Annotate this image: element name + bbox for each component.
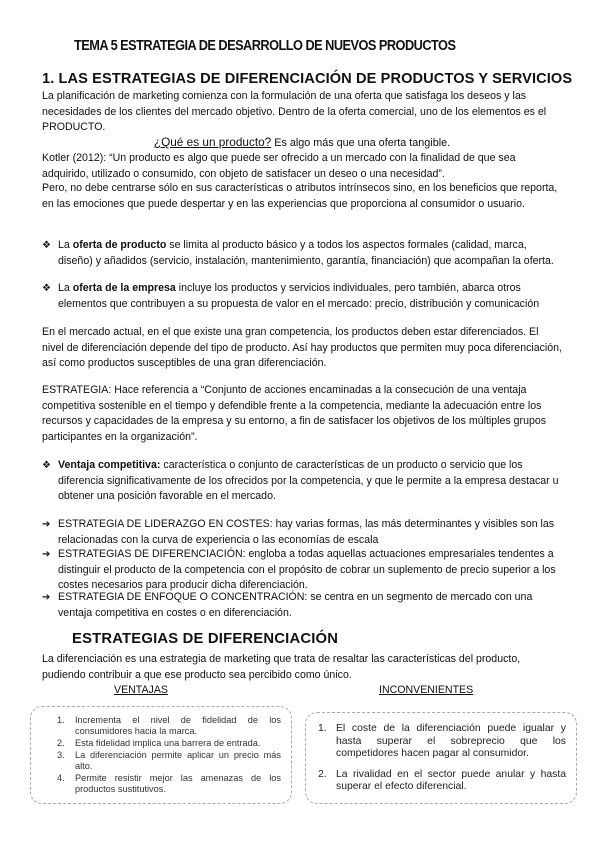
list-item <box>57 773 281 795</box>
bullet-text: se limita al producto básico y a todos los aspectos formales (calidad, marca, diseño) y añadidos (servicio, instalación, mantenimiento, garantía, financiación) que acompañan la oferta. <box>58 239 554 267</box>
list-item-text: Esta fidelidad implica una barrera de entrada. <box>75 738 261 748</box>
bullet-ventaja-competitiva <box>42 458 562 505</box>
arrow-item-liderazgo-costes <box>42 517 562 548</box>
bullet-term: Ventaja competitiva: <box>58 459 161 471</box>
arrow-item-text: ESTRATEGIA DE LIDERAZGO EN COSTES: hay varias formas, las más determinantes y visibles son las relacionadas con la curva de experiencia o las economías de escala <box>58 518 555 546</box>
list-item-number: 2. <box>57 738 65 748</box>
question-answer: Es algo más que una oferta tangible. <box>271 137 451 149</box>
kotler-quote: Kotler (2012): “Un producto es algo que puede ser ofrecido a un mercado con la finalidad de que sea adquirido, utilizado o consumido, con objeto de satisfacer un deseo o una necesidad”. <box>42 152 516 180</box>
list-item-number: 2. <box>318 768 327 780</box>
list-item-text: Permite resistir mejor las amenazas de los productos sustitutivos. <box>75 773 281 794</box>
list-item <box>57 750 281 772</box>
bullet-prefix: La <box>58 239 73 251</box>
diferenciacion-intro: La diferenciación es una estrategia de marketing que trata de resaltar las características del producto, pudiendo contribuir a que ese producto sea percibido como único. <box>42 653 521 681</box>
question-text: ¿Qué es un producto? <box>153 135 272 149</box>
list-item-text: La diferenciación permite aplicar un precio más alto. <box>75 750 281 771</box>
list-item-number: 4. <box>57 773 65 783</box>
market-paragraph: En el mercado actual, en el que existe una gran competencia, los productos deben estar diferenciados. El nivel de diferenciación depende del tipo de producto. Así hay productos que permiten muy poca diferenciación, así como productos susceptibles de una gran diferenciación. <box>42 326 563 369</box>
bullet-oferta-empresa <box>42 281 562 312</box>
arrow-item-text: ESTRATEGIAS DE DIFERENCIACIÓN: engloba a todas aquellas actuaciones empresariales tendentes a distinguir el producto de la competencia con el propósito de cobrar un suplemento de precio superior a los costes necesarios para producir dicha diferenciación. <box>58 548 556 591</box>
arrow-right-icon: ➔ <box>42 519 51 530</box>
bullet-text: incluye los productos y servicios individuales, pero también, abarca otros elementos que contribuyen a su propuesta de valor en el mercado: precio, distribución y comunicación <box>58 282 540 310</box>
list-item-number: 3. <box>57 750 65 760</box>
section-heading-estrategias-diferenciacion: ESTRATEGIAS DE DIFERENCIACIÓN <box>72 631 339 647</box>
intro-paragraph: La planificación de marketing comienza con la formulación de una oferta que satisfaga los deseos y las necesidades de los clientes del mercado objetivo. Dentro de la oferta comercial, uno de los elementos es el PRODUCTO. <box>42 90 547 133</box>
ventajas-heading: VENTAJAS <box>114 684 168 696</box>
section-heading-diferenciacion-productos: 1. LAS ESTRATEGIAS DE DIFERENCIACIÓN DE PRODUCTOS Y SERVICIOS <box>42 71 573 87</box>
inconvenientes-box <box>305 712 577 804</box>
list-item <box>318 769 566 794</box>
bullet-prefix: La <box>58 282 73 294</box>
question-line <box>42 135 562 151</box>
ventajas-box <box>30 706 292 804</box>
bullet-oferta-producto <box>42 238 562 269</box>
arrow-item-enfoque <box>42 590 562 621</box>
estrategia-definition: ESTRATEGIA: Hace referencia a “Conjunto de acciones encaminadas a la consecución de una ventaja competitiva sostenible en el tiempo y defendible frente a la competencia, mediante la adecuación entre los recursos y capacidades de la empresa y su entorno, a fin de satisfacer los objetivos de los múltiples grupos participantes en la organización”. <box>42 384 547 443</box>
list-item-text: El coste de la diferenciación puede igualar y hasta superar el sobreprecio que los competidores hacen pagar al consumidor. <box>336 723 566 759</box>
list-item <box>57 738 281 749</box>
arrow-right-icon: ➔ <box>42 549 51 560</box>
list-item <box>318 723 566 761</box>
page-title: TEMA 5 ESTRATEGIA DE DESARROLLO DE NUEVOS PRODUCTOS <box>74 38 456 54</box>
bullet-term: oferta de producto <box>72 239 167 251</box>
arrow-right-icon: ➔ <box>42 592 51 603</box>
bullet-text: característica o conjunto de características de un producto o servicio que los diferencia significativamente de los ofrecidos por la competencia, y que le permite a la empresa destacar u obtener una posición favorable en el mercado. <box>58 459 559 502</box>
diamond-bullet-icon: ❖ <box>42 460 51 471</box>
pero-paragraph: Pero, no debe centrarse sólo en sus características o atributos intrínsecos sino, en los beneficios que reporta, en las emociones que puede despertar y en las experiencias que proporciona al consumidor o usuario. <box>42 182 558 210</box>
list-item <box>57 715 281 737</box>
diamond-bullet-icon: ❖ <box>42 283 51 294</box>
arrow-item-text: ESTRATEGIA DE ENFOQUE O CONCENTRACIÓN: se centra en un segmento de mercado con una ventaja competitiva en costes o en diferenciación. <box>58 591 533 619</box>
inconvenientes-list <box>306 713 576 794</box>
ventajas-list <box>31 707 291 795</box>
list-item-number: 1. <box>318 723 327 734</box>
arrow-item-diferenciacion <box>42 547 562 594</box>
list-item-text: La rivalidad en el sector puede anular y hasta superar el efecto diferencial. <box>336 768 566 792</box>
list-item-number: 1. <box>57 715 65 725</box>
diamond-bullet-icon: ❖ <box>42 240 51 251</box>
bullet-term: oferta de la empresa <box>72 282 176 294</box>
inconvenientes-heading: INCONVENIENTES <box>379 684 474 696</box>
list-item-text: Incrementa el nivel de fidelidad de los consumidores hacia la marca. <box>75 715 281 736</box>
